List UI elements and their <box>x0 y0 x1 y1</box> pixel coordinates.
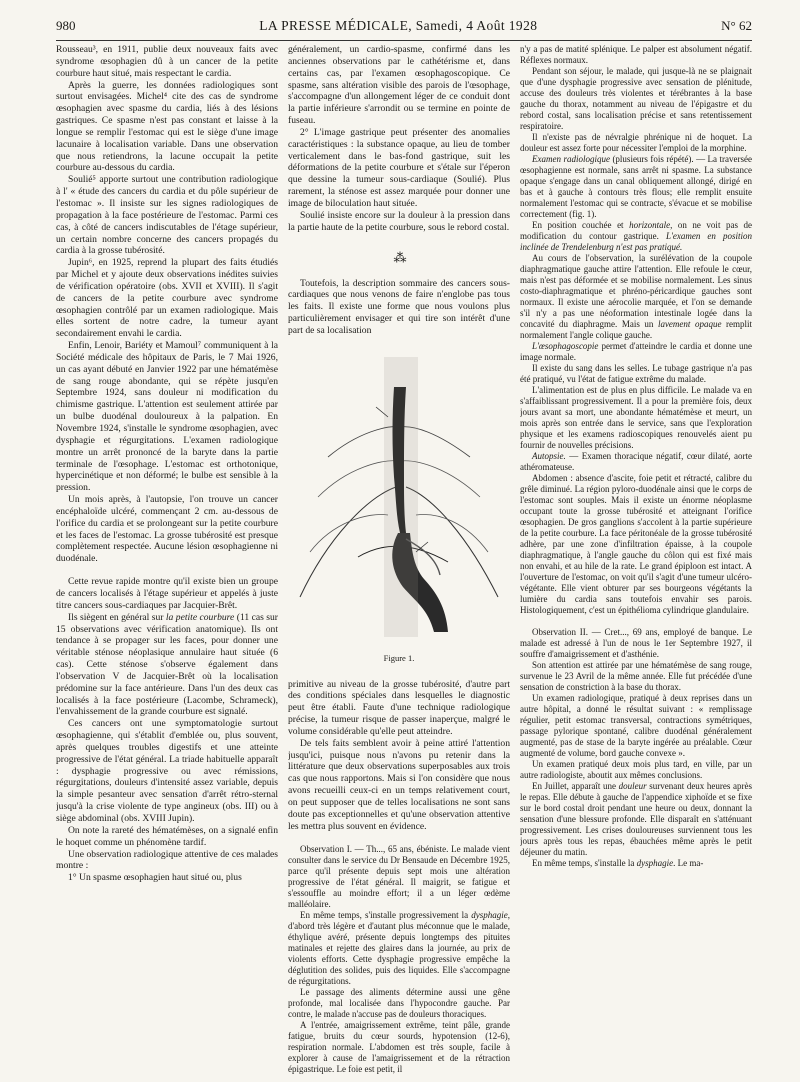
journal-title: LA PRESSE MÉDICALE, Samedi, 4 Août 1928 <box>259 18 538 33</box>
italic-run: douleur <box>618 781 647 791</box>
text-run: (11 cas sur 15 observations avec vérification anatomique). Ils ont tendance à se propager sur les faces, pour donner une véritable sténose néoplasique annulaire haut située (6 cas). Cette sténose s'observe également dans l'observation V de Jacquier-Brêt où la localisation prédomine sur la face antérieure. Dans l'un des deux cas localisés à la face postérieure (Lacombe, Schrameck), l'envahissement de la grande courbure est signalé. <box>56 611 278 718</box>
paragraph <box>520 154 752 220</box>
text-run: Ils siègent en général sur <box>68 611 166 623</box>
italic-run: dysphagie <box>636 858 674 868</box>
paragraph <box>520 341 752 363</box>
paragraph: Enfin, Lenoir, Bariéty et Mamoul⁷ communiquent à la Société médicale des hôpitaux de Paris, le 7 Mai 1926, un cas ayant débuté en Janvier 1922 par une hématémèse de sang rouge abondante, qui se répète jusqu'en Septembre 1924, sans douleur ni modification du chimisme gastrique. L'attention est seulement attirée par un bulbe duodénal douloureux à la palpation. En Novembre 1924, s'installe le syndrome œsophagien, avec dysphagie et régurgitations. L'examen radiologique montre un arrêt prononcé de la baryte dans la partie terminale de l'œsophage. L'estomac est orthotonique, hypercinétique et non déformé; le bulbe est sensible à la pression. <box>56 340 278 494</box>
text-run: En même temps, s'installe progressivement la <box>300 909 472 920</box>
paragraph: On note la rareté des hématémèses, on a signalé enfin le hoquet comme un phénomène tardif. <box>56 824 278 848</box>
paragraph: Pendant son séjour, le malade, qui jusque-là ne se plaignait que d'une dysphagie progressive avec sensation de plénitude, accuse des douleurs très violentes et térébrantes à la base gauche du thorax, notamment au niveau de l'épigastre et du rebord costal, sans localisation précise et sans retentissement respiratoire. <box>520 66 752 131</box>
column-1 <box>56 44 278 1074</box>
italic-run: Autopsie. <box>532 451 566 461</box>
text-run: Au cours de l'observation, la surélévation de la coupole diaphragmatique gauche attire l'attention. Elle refoule le cœur, mais n'est pas déformée et se mobilise normalement. Les sinus costo-diaphragmatique et phréno-péricardique gauches sont normaux. Il existe une aérocolie marquée, et l'on se demande s'il n'y a pas une néoformation intestinale logée dans la concavité du diaphragme. Mais un <box>520 253 752 329</box>
figure-caption: Figure 1. <box>383 652 415 663</box>
text-run: — Examen thoracique négatif, cœur dilaté, aorte athéromateuse. <box>520 451 752 472</box>
text-run: En même temps, s'installe la <box>532 858 637 868</box>
paragraph <box>520 220 752 253</box>
observation-paragraph: Observation I. — Th..., 65 ans, ébéniste. Le malade vient consulter dans le service du Dr Bensaude en Décembre 1925, parce qu'il présente depuis sept mois une altération progressive de l'état général. Il maigrit, se fatigue et s'essouffle au moindre effort; il a un léger œdème malléolaire. <box>288 843 510 909</box>
paragraph <box>520 781 752 858</box>
issue-number: N° 62 <box>721 18 752 33</box>
paragraph: Abdomen : absence d'ascite, foie petit et rétracté, calibre du grêle diminué. La région pyloro-duodénale ainsi que le corps de l'estomac sont souples. Mais il existe un énorme néoplasme occupant toute la grosse tubérosité et atteignant l'orifice œsophagien. De gros ganglions s'accolent à la partie supérieure de la petite courbure. La face péritonéale de la grosse tubérosité adhère, par une zone d'infiltration épaisse, à la coupole diaphragmatique, à l'angle gauche du côlon qui est fixé mais non envahi, et au hile de la rate. Le grand épiploon est intact. A l'ouverture de l'estomac, on voit qu'il s'agit d'une tumeur ulcéro-végétante. Elle vient obturer par ses bourgeons végétants la lumière du cardia sans toutefois envahir ses parois. Histologiquement, c'est un épithélioma cylindrique glandulaire. <box>520 473 752 615</box>
italic-run: L'œsophagoscopie <box>532 341 599 351</box>
page-number: 980 <box>56 18 76 33</box>
paragraph: Ces cancers ont une symptomatologie surtout œsophagienne, qui s'établit d'emblée ou, plus souvent, après quelques troubles digestifs et une atteinte progressive de l'état général. La triade habituelle apparaît : dysphagie progressive ou avec rémissions, régurgitations, douleurs d'intensité assez variable, depuis la simple pesanteur avec sensation d'arrêt rétro-sternal jusqu'à la crise violente de type angineux (obs. III) ou à siège abdominal (obs. XVIII Jupin). <box>56 718 278 824</box>
paragraph <box>520 451 752 473</box>
paragraph: 2° L'image gastrique peut présenter des anomalies caractéristiques : la substance opaque, au lieu de tomber verticalement dans le bas-fond gastrique, suit les déformations de la petite courbure et s'étale sur l'éperon que dessine la tumeur sous-cardiaque (Soulié). Plus rarement, la sténose est assez marquée pour donner une image de biloculation haut située. <box>288 126 510 209</box>
italic-run: Examen radiologique <box>532 154 610 164</box>
paragraph: De tels faits semblent avoir à peine attiré l'attention jusqu'ici, puisque nous n'avons pu retenir dans la littérature que deux observations superposables aux trois cas que nous rapportons. Mais si l'on considère que nous avons recueilli ceux-ci en un temps relativement court, on peut supposer que de telles localisations ne sont sans doute pas exceptionnelles et qu'une observation attentive les mettra plus souvent en évidence. <box>288 737 510 832</box>
paragraph <box>56 612 278 719</box>
paragraph: Un examen radiologique, pratiqué à deux reprises dans un autre hôpital, a donné le résultat suivant : « remplissage régulier, petit estomac transversal, contractions symétriques, passage pylorique spontané, calibre duodénal généralement augmenté, pas de stase de la baryte ingérée au préalable. Cœur augmenté de volume, bord gauche convexe ». <box>520 693 752 758</box>
radiograph-figure <box>288 347 510 647</box>
column-2 <box>288 44 510 1074</box>
page-header <box>56 18 752 41</box>
paragraph: Une observation radiologique attentive de ces malades montre : <box>56 848 278 872</box>
text-run: , d'abord très légère et d'autant plus méconnue que le malade, éthylique avéré, présente depuis longtemps des pituites matinales et rejette des glaires dans la journée, au prix de violents efforts. Cette dysphagie progressive empêche la déglutition des solides, puis des liquides. Elle s'accompagne de régurgitations. <box>288 909 510 986</box>
paragraph: n'y a pas de matité splénique. Le palper est absolument négatif. Réflexes normaux. <box>520 44 752 65</box>
text-run: remplit normalement l'angle colique gauche. <box>520 319 752 340</box>
text-run: (plusieurs fois répété). — La traversée œsophagienne est normale, sans arrêt ni spasme. La substance opaque s'engage dans un canal obliquement allongé, dirigé en bas et à gauche à contours très flous; elle remplit ensuite normalement l'estomac qui se contracte, s'évacue et se mobilise correctement (fig. 1). <box>520 154 752 219</box>
text-run: , on ne voit pas de modification du contour gastrique. <box>520 220 752 241</box>
observation-paragraph <box>288 910 510 987</box>
italic-run: L'examen en position inclinée de Trendelenburg n'est pas pratiqué. <box>520 231 752 252</box>
paragraph <box>520 253 752 341</box>
paragraph: Un mois après, à l'autopsie, l'on trouve un cancer encéphaloïde ulcéré, commençant 2 cm. au-dessous de l'orifice du cardia et se prolongeant sur la petite courbure et les faces de l'estomac. La grosse tubérosité est presque complètement respectée. Aucune lésion œsophagienne ni duodénale. <box>56 494 278 565</box>
paragraph: Il n'existe pas de névralgie phrénique ni de hoquet. La douleur est assez forte pour nécessiter l'emploi de la morphine. <box>520 132 752 153</box>
paragraph: Un examen pratiqué deux mois plus tard, en ville, par un autre radiologiste, aboutit aux mêmes conclusions. <box>520 759 752 780</box>
paragraph: Rousseau³, en 1911, publie deux nouveaux faits avec syndrome œsophagien dû à un cancer de la petite courbure haut situé, mais respectant le cardia. <box>56 44 278 79</box>
italic-run: lavement opaque <box>657 319 722 329</box>
paragraph: Cette revue rapide montre qu'il existe bien un groupe de cancers localisés à l'étage supérieur et appelés à juste titre cancers sous-cardiaques par Jacquier-Brêt. <box>56 576 278 611</box>
paragraph: primitive au niveau de la grosse tubérosité, d'autre part des conditions spéciales dans lesquelles le diagnostic peut être établi. Faute d'une technique radiologique précise, la tumeur risque de passer inaperçue, malgré le volume considérable qu'elle peut atteindre. <box>288 678 510 737</box>
italic-run: la petite courbure <box>165 611 235 623</box>
section-separator: ⁂ <box>393 249 405 265</box>
observation-paragraph: A l'entrée, amaigrissement extrême, teint pâle, grande fatigue, bruits du cœur sourds, hypotension (12-6), respiration normale. L'abdomen est très souple, facile à explorer à cause de l'amaigrissement et de la rétraction épigastrique. Le foie est petit, il <box>288 1019 510 1074</box>
text-run: En Juillet, apparaît une <box>532 781 619 791</box>
paragraph: Soulié insiste encore sur la douleur à la pression dans la partie haute de la petite courbure, sous le rebord costal. <box>288 209 510 233</box>
paragraph: généralement, un cardio-spasme, confirmé dans les anciennes observations par le cathétérisme et, dans certains cas, par l'examen œsophagoscopique. Ce spasme, sans altération visible des parois de l'œsophage, s'accompagne d'un allongement léger de ce conduit dont la partie inférieure s'arrondit ou se termine en pointe de fuseau. <box>288 44 510 127</box>
paragraph: Il existe du sang dans les selles. Le tubage gastrique n'a pas été pratiqué, vu l'état de fatigue extrême du malade. <box>520 363 752 384</box>
paragraph: Soulié⁵ apporte surtout une contribution radiologique à l' « étude des cancers du cardia et du pôle supérieur de l'estomac ». Il insiste sur les signes radiologiques de propagation à la face postérieure de l'estomac. Parmi ces cas, à côté de cancers indiscutables de l'étage supérieur, un certain nombre concerne des cancers propagés du cardia à la grosse tubérosité. <box>56 174 278 257</box>
text-run: survenant deux heures après le repas. Elle débute à gauche de l'appendice xiphoïde et se fixe sur le bord costal droit pendant une heure ou deux, donnant la sensation d'une blessure profonde. Elle disparaît en s'atténuant progressivement. Les crises douloureuses surviennent tous les jours après tous les repas, ébauchées même après le petit déjeuner du matin. <box>520 781 752 857</box>
observation-paragraph: Le passage des aliments détermine aussi une gêne profonde, mal localisée dans l'hypocondre gauche. Par contre, le malade n'accuse pas de douleurs thoraciques. <box>288 986 510 1019</box>
paragraph: Jupin⁶, en 1925, reprend la plupart des faits étudiés par Michel et y ajoute deux observations inédites suivies de vérification opératoire (obs. XVII et XVIII). Il s'agit de cancers de la petite courbure avec syndrome œsophagien contrôlé par un examen radiologique. Mais elles sortent de notre cadre, la tumeur ayant secondairement envahi le cardia. <box>56 257 278 340</box>
italic-run: horizontale <box>629 220 671 230</box>
paragraph: 1° Un spasme œsophagien haut situé ou, plus <box>68 872 242 884</box>
radiograph-drawing <box>288 347 510 647</box>
text-run: . Le ma- <box>673 858 704 868</box>
paragraph: L'alimentation est de plus en plus difficile. Le malade va en s'affaiblissant progressivement. Il a pour la première fois, deux jours avant sa mort, une abondante hématémèse et meurt, un mois après son entrée dans le service, sans que l'exploration physique et les examens radioscopiques renouvelés aient pu fournir de nouvelles précisions. <box>520 385 752 450</box>
text-run: permet d'atteindre le cardia et donne une image normale. <box>520 341 752 362</box>
italic-run: dysphagie <box>471 909 508 920</box>
observation-paragraph: Observation II. — Cret..., 69 ans, employé de banque. Le malade est adressé à l'un de nous le 1er Septembre 1927, il souffre d'amaigrissement et d'asthénie. <box>520 627 752 659</box>
column-3 <box>520 44 752 1074</box>
paragraph: Après la guerre, les données radiologiques sont surtout envisagées. Michel⁴ cite des cas de syndrome œsophagien avec spasme du cardia, liés à des lésions gastriques. Ce spasme n'est pas constant et laisse à la longue se remplir l'estomac qui est le siège d'une image lacunaire à localisation variable. Dans une observation que nous retiendrons, la lacune occupait la petite courbure au-dessous du cardia. <box>56 79 278 174</box>
paragraph: Son attention est attirée par une hématémèse de sang rouge, survenue le 23 Avril de la même année. Elle fut précédée d'une sensation de constriction à la base du thorax. <box>520 660 752 692</box>
text-run: En position couchée et <box>532 220 630 230</box>
paragraph <box>520 858 752 869</box>
paragraph: Toutefois, la description sommaire des cancers sous-cardiaques que nous venons de faire n'englobe pas tous les faits. Il existe une forme que nous voulons plus particulièrement envisager et qui tire son intérêt d'une part de sa localisation <box>288 277 510 336</box>
